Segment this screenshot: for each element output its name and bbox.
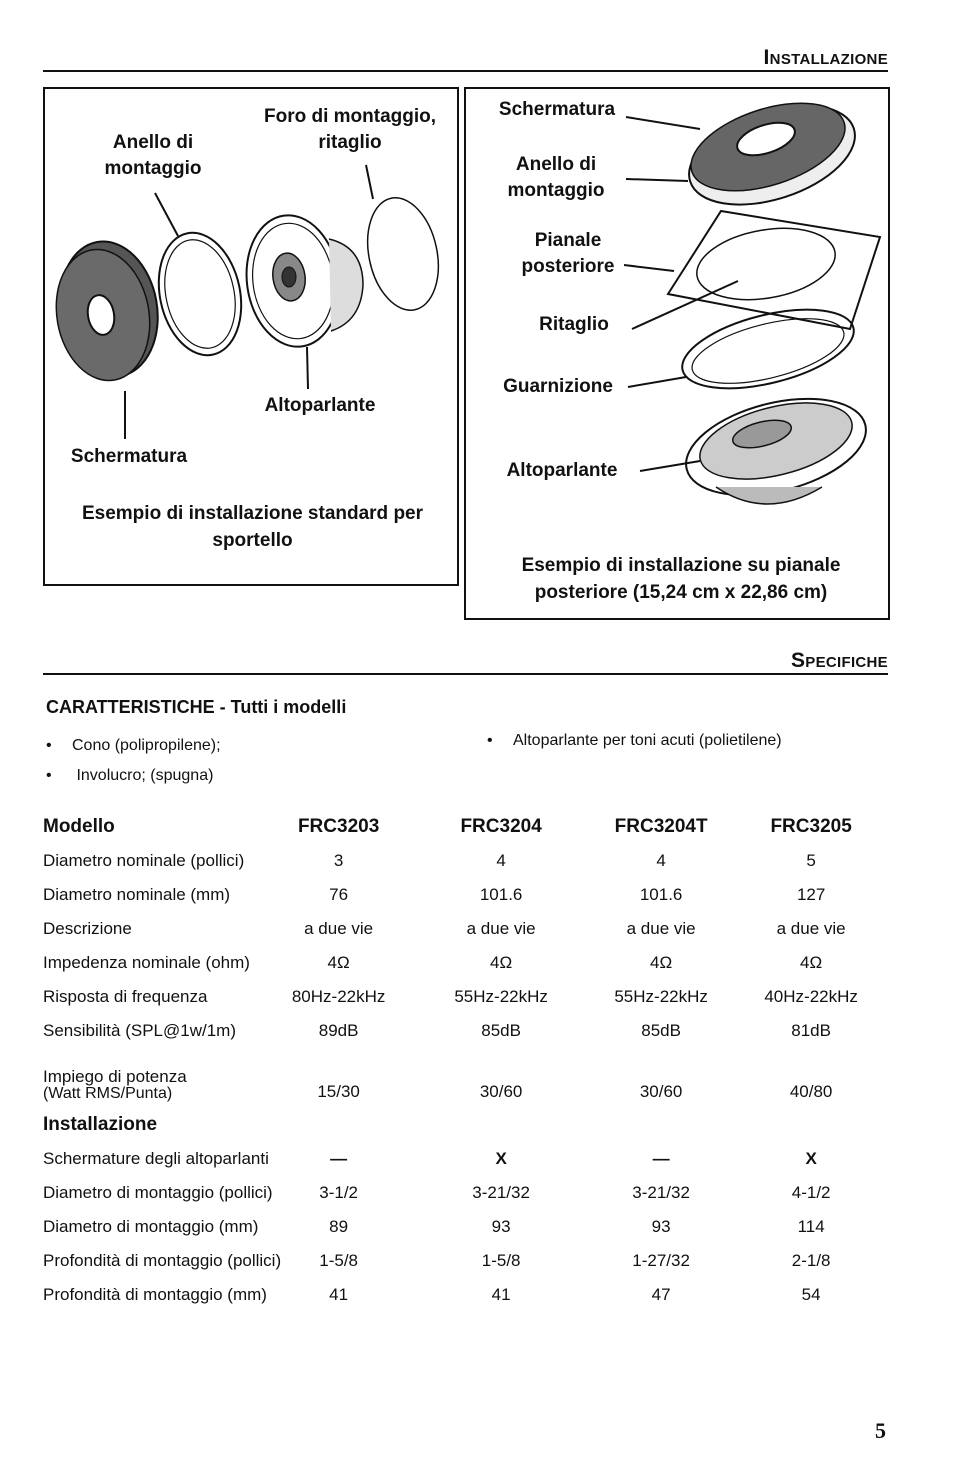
spec-value-cell: 4Ω [650, 953, 673, 972]
header-model: FRC3204 [460, 816, 542, 837]
section-rule [43, 673, 888, 675]
spec-label-cell: Profondità di montaggio (pollici) [43, 1251, 282, 1270]
power-label-line2: (Watt RMS/Punta) [43, 1085, 173, 1102]
table-row [43, 1278, 906, 1312]
spec-table [43, 810, 906, 1312]
spec-value-cell: 4Ω [800, 953, 823, 972]
spec-value-cell: 76 [329, 885, 349, 904]
table-row [43, 1142, 906, 1176]
spec-label-cell: Profondità di montaggio (mm) [43, 1285, 267, 1304]
section-title-specifiche: Specifiche [790, 649, 888, 672]
figure-box-rear-deck [464, 87, 890, 620]
spec-value-cell: 81dB [791, 1021, 831, 1040]
spec-value-cell: 101.6 [639, 885, 683, 904]
page-number: 5 [875, 1418, 886, 1443]
spec-label-cell: Impedenza nominale (ohm) [43, 953, 250, 972]
caption-rear-deck-install: Esempio di installazione su pianale posteriore (15,24 cm x 22,86 cm) [521, 555, 841, 603]
table-row [43, 1244, 906, 1278]
table-row-power [43, 1048, 906, 1108]
figure-box-door [43, 87, 459, 586]
spec-value-cell: 114 [797, 1217, 825, 1236]
spec-value-cell: 4 [656, 851, 666, 870]
spec-value-cell: — [330, 1149, 348, 1168]
spec-value-cell: a due vie [466, 919, 536, 938]
spec-value-cell: 30/60 [639, 1082, 683, 1101]
label-schermatura: Schermatura [70, 446, 188, 467]
spec-value-cell: 5 [806, 851, 816, 870]
spec-value-cell: 40/80 [789, 1082, 833, 1101]
spec-value-cell: 15/30 [317, 1082, 360, 1101]
spec-value-cell: 1-5/8 [319, 1251, 358, 1270]
table-row [43, 1210, 906, 1244]
table-row [43, 844, 906, 878]
spec-label-cell: Diametro nominale (pollici) [43, 851, 245, 870]
label-anello-right: Anello di montaggio [507, 154, 605, 201]
spec-value-cell: 55Hz-22kHz [614, 987, 708, 1006]
spec-label-cell: Sensibilità (SPL@1w/1m) [43, 1021, 236, 1040]
spec-value-cell: 3-1/2 [319, 1183, 358, 1202]
features-title: CARATTERISTICHE - Tutti i modelli [46, 697, 347, 717]
label-foro-montaggio: Foro di montaggio, ritaglio [263, 106, 437, 153]
table-row [43, 1176, 906, 1210]
spec-value-cell: 40Hz-22kHz [764, 987, 858, 1006]
table-row [43, 980, 906, 1014]
spec-header-row [43, 810, 906, 844]
header-model: FRC3205 [770, 816, 852, 837]
install-heading: Installazione [43, 1114, 158, 1135]
spec-value-cell: 80Hz-22kHz [291, 987, 386, 1006]
spec-value-cell: 2-1/8 [791, 1251, 831, 1270]
table-row [43, 1014, 906, 1048]
label-pianale-posteriore: Pianale posteriore [521, 230, 615, 277]
spec-value-cell: 41 [491, 1285, 511, 1304]
spec-value-cell: 127 [796, 885, 826, 904]
table-row [43, 912, 906, 946]
spec-value-cell: 1-5/8 [481, 1251, 521, 1270]
spec-value-cell: X [495, 1149, 507, 1168]
label-guarnizione: Guarnizione [503, 376, 613, 397]
spec-value-cell: a due vie [304, 919, 374, 938]
header-model: FRC3203 [297, 816, 380, 837]
spec-value-cell: 54 [801, 1285, 821, 1304]
spec-value-cell: 89dB [318, 1021, 359, 1040]
spec-value-cell: 47 [651, 1285, 671, 1304]
spec-value-cell: 85dB [481, 1021, 521, 1040]
spec-label-cell: Diametro di montaggio (mm) [43, 1217, 259, 1236]
feature-item: • Involucro; (spugna) [46, 767, 214, 784]
caption-door-install: Esempio di installazione standard per sportello [81, 503, 424, 551]
spec-label-cell: Diametro nominale (mm) [43, 885, 231, 904]
label-schermatura-right: Schermatura [498, 99, 616, 120]
label-anello-montaggio: Anello di montaggio [104, 132, 202, 179]
label-ritaglio: Ritaglio [539, 314, 609, 335]
spec-value-cell: 89 [329, 1217, 349, 1236]
spec-value-cell: 3-21/32 [472, 1183, 530, 1202]
spec-value-cell: 101.6 [479, 885, 523, 904]
spec-value-cell: 1-27/32 [632, 1251, 690, 1270]
spec-label-cell: Diametro di montaggio (pollici) [43, 1183, 273, 1202]
spec-value-cell: 3-21/32 [632, 1183, 690, 1202]
spec-value-cell: 3 [333, 851, 344, 870]
section-title-installazione: Installazione [763, 46, 888, 69]
header-modello: Modello [43, 816, 115, 837]
spec-value-cell: 4 [496, 851, 506, 870]
spec-value-cell: 4Ω [327, 953, 350, 972]
spec-value-cell: a due vie [776, 919, 846, 938]
spec-value-cell: 30/60 [479, 1082, 523, 1101]
feature-item: • Altoparlante per toni acuti (polietilene) [487, 732, 782, 749]
spec-label-cell [43, 1048, 281, 1108]
spec-value-cell: 41 [329, 1285, 349, 1304]
label-altoparlante-right: Altoparlante [506, 460, 618, 481]
label-altoparlante: Altoparlante [264, 395, 376, 416]
spec-value-cell: 55Hz-22kHz [454, 987, 548, 1006]
spec-value-cell: a due vie [626, 919, 696, 938]
section-rule [43, 70, 888, 72]
feature-item: • Cono (polipropilene); [46, 737, 221, 754]
header-model: FRC3204T [614, 816, 708, 837]
spec-label-cell: Descrizione [43, 919, 132, 938]
table-row [43, 878, 906, 912]
table-subheading-installazione [43, 1108, 906, 1142]
spec-label-cell: Risposta di frequenza [43, 987, 208, 1006]
spec-value-cell: 4-1/2 [791, 1183, 831, 1202]
spec-value-cell: 85dB [641, 1021, 681, 1040]
power-label-line1: Impiego di potenza [43, 1067, 187, 1086]
spec-value-cell: 93 [651, 1217, 671, 1236]
spec-value-cell: — [652, 1149, 670, 1168]
spec-label-cell: Schermature degli altoparlanti [43, 1149, 269, 1168]
spec-value-cell: 4Ω [490, 953, 513, 972]
table-row [43, 946, 906, 980]
spec-value-cell: 93 [491, 1217, 511, 1236]
spec-value-cell: X [805, 1149, 817, 1168]
